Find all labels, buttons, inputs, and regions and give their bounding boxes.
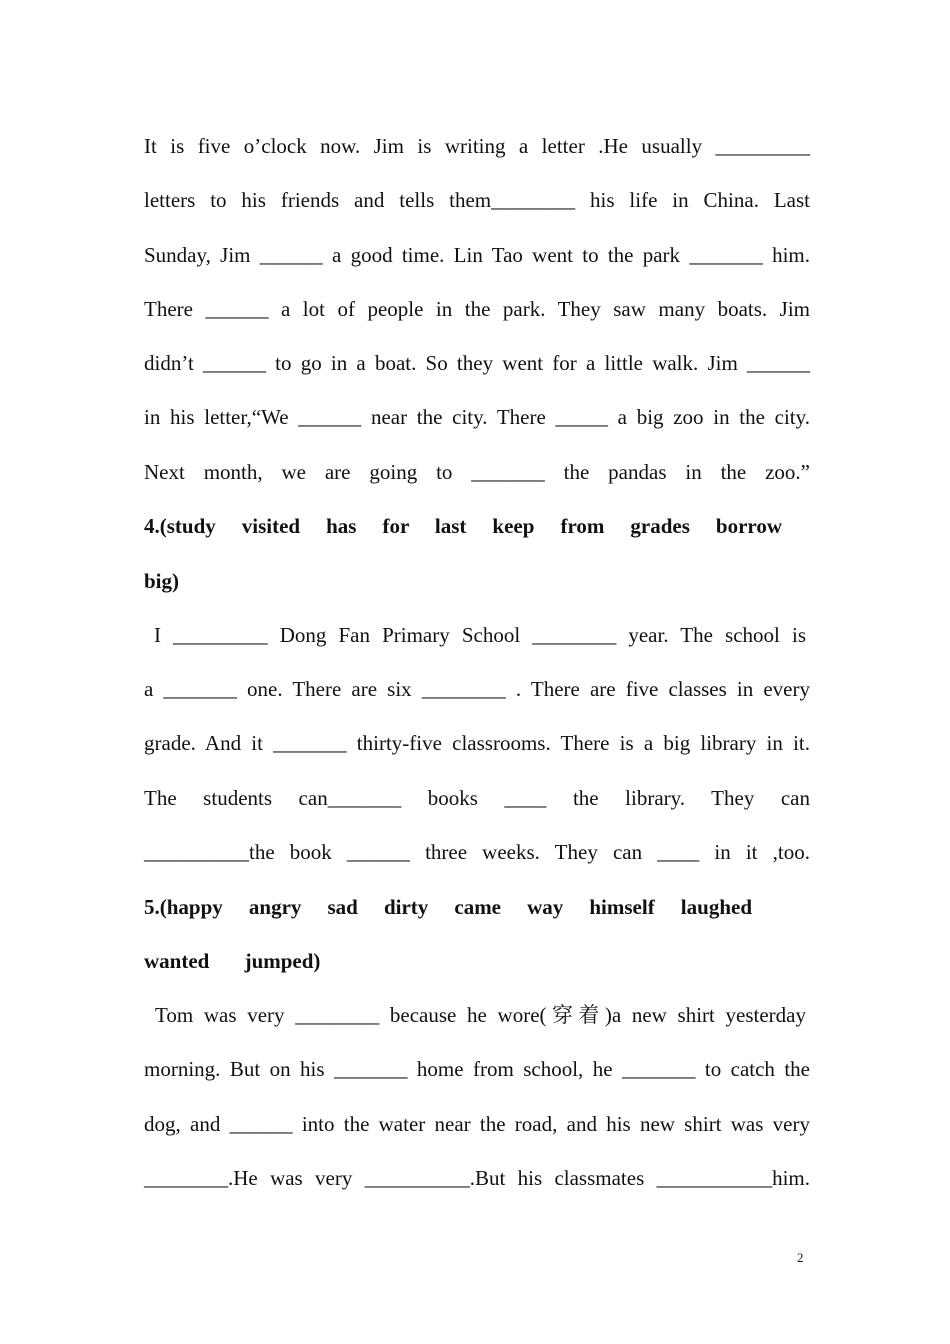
passage4-line-4: The students can_______ books ____ the library. They can	[144, 786, 810, 810]
passage5-line-3: dog, and ______ into the water near the road, and his new shirt was very	[144, 1112, 810, 1136]
passage4-line-1: I _________ Dong Fan Primary School ________ year. The school is	[154, 623, 806, 647]
passage3-line-6: in his letter,“We ______ near the city. There _____ a big zoo in the city.	[144, 405, 810, 429]
passage3-line-1: It is five o’clock now. Jim is writing a letter .He usually _________	[144, 134, 810, 158]
question-5-word-bank: 5.(happy angry sad dirty came way himself laughed	[144, 895, 752, 919]
question-5-word-bank-cont: wanted jumped)	[144, 949, 321, 973]
passage4-line-5: __________the book ______ three weeks. They can ____ in it ,too.	[144, 840, 810, 864]
question-4-word-bank: 4.(study visited has for last keep from grades borrow	[144, 514, 782, 538]
passage5-line-2: morning. But on his _______ home from school, he _______ to catch the	[144, 1057, 810, 1081]
passage3-line-2: letters to his friends and tells them________ his life in China. Last	[144, 188, 810, 212]
passage3-line-4: There ______ a lot of people in the park. They saw many boats. Jim	[144, 297, 810, 321]
passage3-line-3: Sunday, Jim ______ a good time. Lin Tao went to the park _______ him.	[144, 243, 810, 267]
passage4-line-2: a _______ one. There are six ________ . There are five classes in every	[144, 677, 810, 701]
passage3-line-7: Next month, we are going to _______ the pandas in the zoo.”	[144, 460, 810, 484]
passage5-line-1: Tom was very ________ because he wore(穿着)a new shirt yesterday	[155, 1003, 806, 1027]
passage5-line-4: ________.He was very __________.But his classmates ___________him.	[144, 1166, 810, 1190]
page-number: 2	[797, 1250, 804, 1265]
passage3-line-5: didn’t ______ to go in a boat. So they went for a little walk. Jim ______	[144, 351, 810, 375]
question-4-word-bank-cont: big)	[144, 569, 180, 593]
passage4-line-3: grade. And it _______ thirty-five classrooms. There is a big library in it.	[144, 731, 810, 755]
